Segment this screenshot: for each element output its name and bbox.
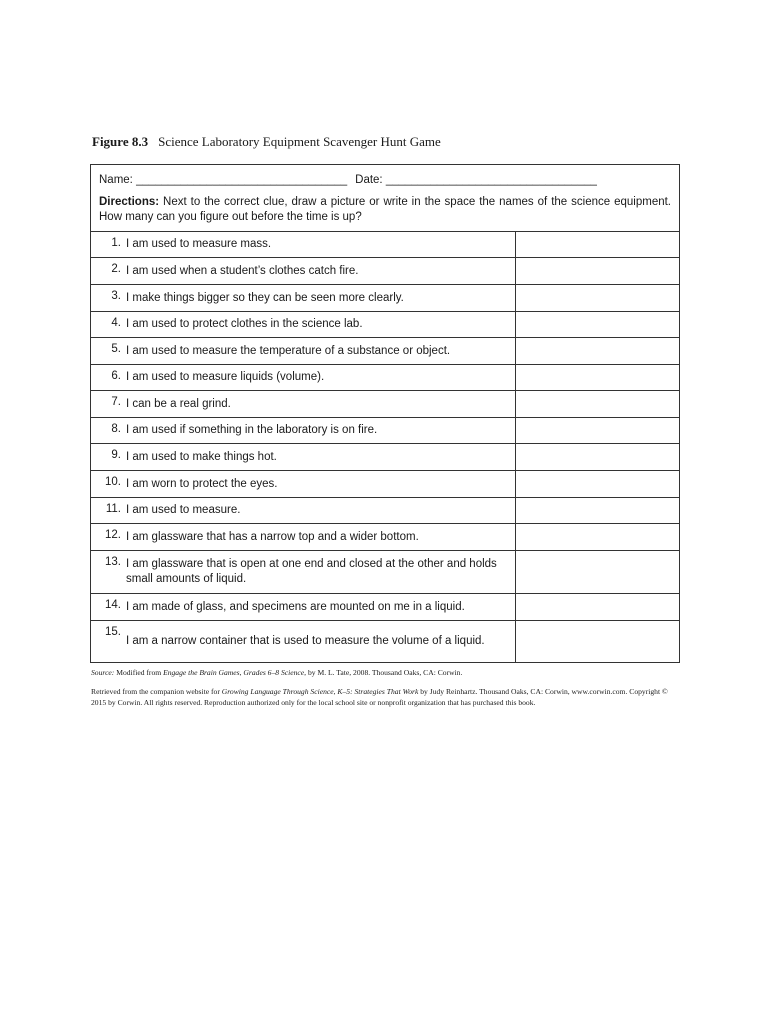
clue-text: I am glassware that is open at one end and closed at the other and holds small amounts of liquid. bbox=[126, 558, 497, 585]
answer-cell bbox=[516, 285, 679, 311]
clue-row bbox=[91, 418, 679, 444]
clue-text: I am used to measure mass. bbox=[126, 238, 272, 250]
answer-cell bbox=[516, 365, 679, 390]
source-pre: Modified from bbox=[114, 668, 164, 677]
clue-row bbox=[91, 312, 679, 338]
answer-cell bbox=[516, 232, 679, 257]
directions bbox=[91, 189, 679, 232]
name-date-row bbox=[91, 165, 679, 189]
figure-title: Science Laboratory Equipment Scavenger Hunt Game bbox=[158, 134, 441, 149]
clue-text: I am used to make things hot. bbox=[126, 450, 277, 463]
clue-number: 5. bbox=[111, 343, 121, 355]
clue-row bbox=[91, 594, 679, 621]
answer-cell bbox=[516, 498, 679, 523]
date-field: Date: _________________________________ bbox=[355, 174, 597, 186]
clue-row bbox=[91, 444, 679, 471]
clue-row bbox=[91, 391, 679, 418]
clue-row bbox=[91, 258, 679, 285]
answer-cell bbox=[516, 418, 679, 443]
clue-row bbox=[91, 232, 679, 258]
clue-row bbox=[91, 551, 679, 594]
clue-number: 12. bbox=[105, 529, 121, 541]
answer-cell bbox=[516, 551, 679, 593]
figure-label: Figure 8.3 bbox=[92, 134, 149, 149]
clue-row bbox=[91, 524, 679, 551]
answer-cell bbox=[516, 312, 679, 337]
retrieved-note bbox=[91, 686, 683, 708]
clue-text: I am used to protect clothes in the science lab. bbox=[126, 318, 363, 330]
clue-row bbox=[91, 285, 679, 312]
clue-number: 1. bbox=[111, 237, 121, 249]
source-post: , by M. L. Tate, 2008. Thousand Oaks, CA: Corwin. bbox=[304, 668, 463, 677]
directions-text: Next to the correct clue, draw a picture or write in the space the names of the science equipment. How many can you figure out before the time is up? bbox=[99, 196, 671, 223]
clue-number: 7. bbox=[111, 396, 121, 408]
answer-cell bbox=[516, 338, 679, 364]
source-book: Engage the Brain Games, Grades 6–8 Science bbox=[163, 668, 305, 677]
clue-number: 4. bbox=[111, 317, 121, 329]
clue-text: I am a narrow container that is used to measure the volume of a liquid. bbox=[126, 635, 485, 647]
name-field: Name: _________________________________ bbox=[99, 174, 348, 186]
clue-number: 15. bbox=[105, 626, 121, 638]
answer-cell bbox=[516, 621, 679, 662]
answer-cell bbox=[516, 471, 679, 497]
clue-row bbox=[91, 621, 679, 662]
answer-cell bbox=[516, 594, 679, 620]
clue-text: I am worn to protect the eyes. bbox=[126, 477, 278, 490]
clue-number: 8. bbox=[111, 423, 121, 435]
clue-number: 13. bbox=[105, 556, 121, 568]
figure-caption bbox=[92, 134, 441, 150]
directions-label: Directions: bbox=[99, 196, 160, 208]
answer-cell bbox=[516, 524, 679, 550]
answer-cell bbox=[516, 444, 679, 470]
source-note bbox=[91, 668, 683, 677]
retrieved-book: Growing Language Through Science, K–5: Strategies That Work bbox=[221, 687, 419, 696]
clue-number: 6. bbox=[111, 370, 121, 382]
answer-cell bbox=[516, 258, 679, 284]
clue-text: I am used when a student’s clothes catch fire. bbox=[126, 264, 359, 277]
answer-cell bbox=[516, 391, 679, 417]
clue-row bbox=[91, 498, 679, 524]
clue-number: 3. bbox=[111, 290, 121, 302]
clue-text: I am used if something in the laboratory is on fire. bbox=[126, 424, 378, 436]
clue-number: 9. bbox=[111, 449, 121, 461]
source-label: Source: bbox=[91, 668, 115, 677]
clue-text: I am made of glass, and specimens are mounted on me in a liquid. bbox=[126, 600, 465, 613]
clue-number: 11. bbox=[105, 503, 121, 515]
clue-text: I am glassware that has a narrow top and a wider bottom. bbox=[126, 530, 419, 543]
clue-text: I am used to measure the temperature of a substance or object. bbox=[126, 344, 451, 357]
clue-number: 2. bbox=[111, 263, 121, 275]
clue-row bbox=[91, 471, 679, 498]
retrieved-post: by Judy Reinhartz. Thousand Oaks, CA: Corwin, www.corwin.com. Copyright © 2015 by Corwin. All rights reserved. Reproduction authorized only for the local school site or nonprofit organization that has purchased this book. bbox=[91, 687, 668, 707]
clue-number: 10. bbox=[105, 476, 121, 488]
clue-text: I make things bigger so they can be seen more clearly. bbox=[126, 291, 404, 304]
clue-text: I am used to measure. bbox=[126, 504, 241, 516]
worksheet bbox=[90, 164, 680, 663]
clue-text: I am used to measure liquids (volume). bbox=[126, 371, 325, 383]
clue-number: 14. bbox=[105, 599, 121, 611]
clue-row bbox=[91, 365, 679, 391]
clue-row bbox=[91, 338, 679, 365]
clue-text: I can be a real grind. bbox=[126, 397, 231, 410]
retrieved-pre: Retrieved from the companion website for bbox=[91, 687, 222, 696]
